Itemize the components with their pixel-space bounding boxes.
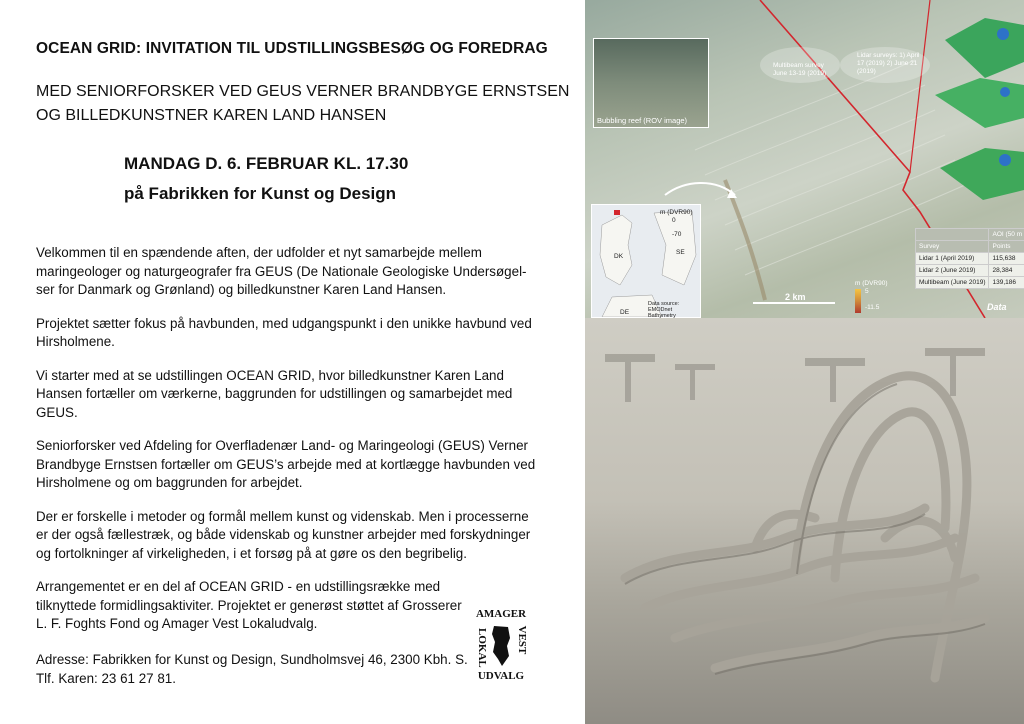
rov-caption: Bubbling reef (ROV image)	[597, 116, 688, 125]
inset-legend-title: m (DVR90)	[660, 209, 693, 216]
inset-legend-min: -70	[672, 231, 682, 238]
table-empty-cell	[916, 229, 989, 241]
logo-text-right: VEST	[516, 625, 528, 655]
bathymetry-map	[585, 0, 1024, 318]
scale-label: 2 km	[785, 292, 806, 302]
address-text: Adresse: Fabrikken for Kunst og Design, Sundholmsvej 46, 2300 Kbh. S.	[36, 652, 468, 667]
table-row	[916, 265, 1024, 277]
sculpture-drawing	[585, 318, 1024, 724]
table-cell: Multibeam (June 2019)	[916, 277, 989, 289]
table-cell: Lidar 1 (April 2019)	[916, 253, 989, 265]
label-de: DE	[620, 309, 630, 316]
label-se: SE	[676, 249, 685, 256]
table-row	[916, 253, 1024, 265]
inset-legend-max: 0	[672, 217, 676, 224]
legend-max: 5	[865, 288, 869, 295]
logo-text-left: LOKAL	[476, 628, 488, 668]
table-header-survey: Survey	[916, 241, 989, 253]
multibeam-label: Multibeam survey June 13-19 (2019)	[773, 62, 827, 77]
table-header-points: Points	[989, 241, 1024, 253]
image-column	[585, 0, 1024, 724]
paragraph: Vi starter med at se udstillingen OCEAN GRID, hvor billedkunstner Karen Land Hansen fortæller om værkerne, baggrunden for udstillingen og samarbejdet med GEUS.	[36, 367, 513, 420]
table-cell: 28,384	[989, 265, 1024, 277]
table-cell: 139,186	[989, 277, 1024, 289]
paragraph: Projektet sætter fokus på havbunden, med udgangspunkt i den unikke havbund ved Hirsholmene.	[36, 315, 532, 349]
denmark-inset-map	[591, 204, 701, 318]
table-cell: Lidar 2 (June 2019)	[916, 265, 989, 277]
event-date: MANDAG D. 6. FEBRUAR KL. 17.30	[124, 154, 409, 173]
table-row	[916, 277, 1024, 289]
lidar-label: Lidar surveys: 1) April 17 (2019) 2) June 21 (2019)	[857, 52, 920, 75]
logo-text-top: AMAGER	[475, 608, 527, 620]
subtitle: MED SENIORFORSKER VED GEUS VERNER BRANDBYGE ERNSTSEN OG BILLEDKUNSTNER KAREN LAND HANSEN	[36, 83, 570, 124]
legend-min: -11.5	[865, 304, 880, 311]
logo-text-bottom: UDVALG	[477, 670, 525, 682]
paragraph: Der er forskelle i metoder og formål mellem kunst og videnskab. Men i processerne er der også fællestræk, og både videnskab og kunstner arbejder med forskydninger og fortolkninger af virkeligheden, i et forsøg på at gøre os den begribelig.	[36, 508, 531, 561]
scale-bar	[753, 302, 835, 304]
contact-info	[36, 651, 476, 688]
table-cell: 115,638	[989, 253, 1024, 265]
event-venue: på Fabrikken for Kunst og Design	[124, 184, 397, 203]
depth-legend	[855, 280, 888, 311]
paragraph: Arrangementet er en del af OCEAN GRID - en udstillingsrække med tilknyttede formidlingsaktiviter. Projektet er generøst støttet af Grosserer L. F. Foghts Fond og Amager Vest Lokaludvalg.	[36, 579, 462, 631]
legend-color-bar	[855, 289, 861, 313]
body-text	[36, 244, 536, 649]
rov-image	[593, 38, 709, 128]
page-title: OCEAN GRID: INVITATION TIL UDSTILLINGSBESØG OG FOREDRAG	[36, 40, 548, 57]
paragraph: Seniorforsker ved Afdeling for Overfladenær Land- og Maringeologi (GEUS) Verner Brandbyge Ernstsen fortæller om GEUS’s arbejde med at kortlægge havbunden ved Hirsholmene og om baggrunden for arbejdet.	[36, 438, 536, 490]
survey-table	[915, 228, 1024, 289]
amager-vest-logo	[470, 608, 532, 686]
sculpture-photo	[585, 318, 1024, 724]
paragraph: Velkommen til en spændende aften, der udfolder et nyt samarbejde mellem maringeologer og naturgeografer fra GEUS (De Nationale Geologiske Undersøgel-ser for Danmark og Grønland) og billedkunstner Karen Land Hansen.	[36, 245, 527, 297]
table-title: AOI (50 m	[989, 229, 1024, 241]
label-dk: DK	[614, 253, 624, 260]
island-shape-icon	[490, 624, 512, 668]
legend-title: m (DVR90)	[855, 280, 888, 287]
inset-source: Data source: EMODnet Bathymetry	[648, 301, 680, 318]
data-label: Data	[987, 302, 1007, 312]
phone-text: Tlf. Karen: 23 61 27 81.	[36, 670, 176, 686]
